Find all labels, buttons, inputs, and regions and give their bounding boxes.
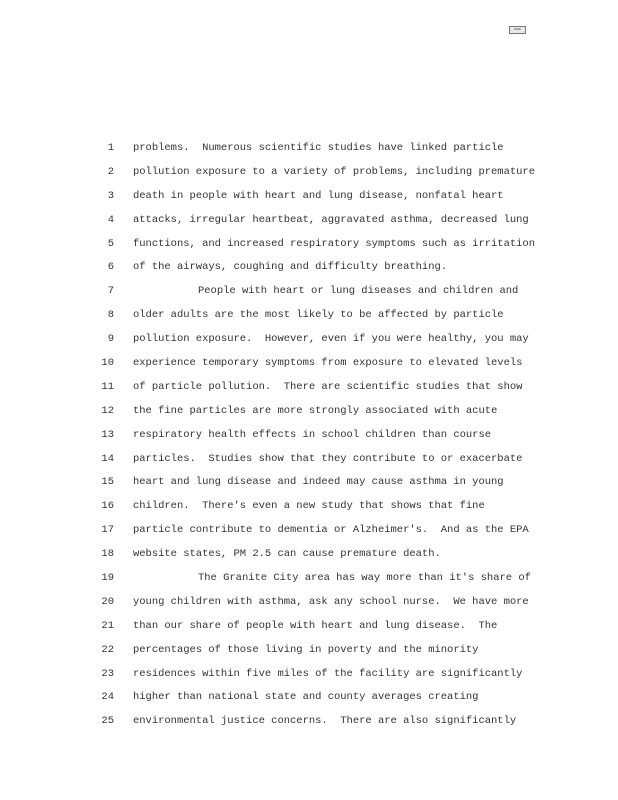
transcript-line bbox=[0, 616, 618, 640]
line-number: 3 bbox=[107, 189, 114, 202]
transcript-line bbox=[0, 449, 618, 473]
transcript-line bbox=[0, 401, 618, 425]
line-text: than our share of people with heart and lung disease. The bbox=[133, 619, 498, 632]
transcript-line bbox=[0, 377, 618, 401]
line-text: the fine particles are more strongly associated with acute bbox=[133, 404, 498, 417]
line-text: respiratory health effects in school children than course bbox=[133, 428, 492, 441]
line-text: of particle pollution. There are scientific studies that show bbox=[133, 380, 523, 393]
transcript-line bbox=[0, 520, 618, 544]
transcript-line bbox=[0, 496, 618, 520]
transcript-line bbox=[0, 234, 618, 258]
line-number: 5 bbox=[107, 237, 114, 250]
line-text: People with heart or lung diseases and children and bbox=[198, 285, 519, 298]
line-number: 9 bbox=[107, 333, 114, 346]
line-number: 13 bbox=[101, 428, 114, 441]
line-number: 10 bbox=[101, 357, 114, 370]
line-number: 19 bbox=[101, 572, 114, 585]
line-number: 18 bbox=[101, 548, 114, 561]
transcript-line bbox=[0, 687, 618, 711]
line-text: experience temporary symptoms from exposure to elevated levels bbox=[133, 357, 523, 370]
line-number: 24 bbox=[101, 691, 114, 704]
line-number: 22 bbox=[101, 643, 114, 656]
transcript-line bbox=[0, 210, 618, 234]
line-number: 17 bbox=[101, 524, 114, 537]
line-number: 16 bbox=[101, 500, 114, 513]
line-text: particle contribute to dementia or Alzheimer's. And as the EPA bbox=[133, 524, 529, 537]
line-text: higher than national state and county averages creating bbox=[133, 691, 479, 704]
line-text: particles. Studies show that they contribute to or exacerbate bbox=[133, 452, 523, 465]
line-number: 11 bbox=[101, 380, 114, 393]
line-text: problems. Numerous scientific studies have linked particle bbox=[133, 142, 504, 154]
line-number: 7 bbox=[107, 285, 114, 298]
line-text: heart and lung disease and indeed may cause asthma in young bbox=[133, 476, 504, 489]
transcript-line bbox=[0, 592, 618, 616]
line-number: 20 bbox=[101, 595, 114, 608]
line-number: 8 bbox=[107, 309, 114, 322]
transcript-line bbox=[0, 329, 618, 353]
line-number: 23 bbox=[101, 667, 114, 680]
transcript-body bbox=[0, 138, 618, 735]
line-number: 12 bbox=[101, 404, 114, 417]
line-text: young children with asthma, ask any school nurse. We have more bbox=[133, 595, 529, 608]
line-text: pollution exposure. However, even if you were healthy, you may bbox=[133, 333, 529, 346]
page-stamp: PAGE bbox=[509, 26, 526, 34]
line-number: 2 bbox=[107, 165, 114, 178]
line-text: of the airways, coughing and difficulty breathing. bbox=[133, 261, 448, 274]
transcript-line bbox=[0, 162, 618, 186]
line-number: 25 bbox=[101, 715, 114, 728]
line-text: children. There's even a new study that shows that fine bbox=[133, 500, 485, 513]
line-number: 4 bbox=[107, 213, 114, 226]
transcript-line bbox=[0, 138, 618, 162]
line-text: pollution exposure to a variety of problems, including premature bbox=[133, 165, 535, 178]
transcript-line bbox=[0, 186, 618, 210]
line-number: 1 bbox=[107, 142, 114, 154]
transcript-line bbox=[0, 353, 618, 377]
transcript-line bbox=[0, 425, 618, 449]
line-number: 14 bbox=[101, 452, 114, 465]
line-text: website states, PM 2.5 can cause premature death. bbox=[133, 548, 441, 561]
transcript-line bbox=[0, 568, 618, 592]
transcript-line bbox=[0, 257, 618, 281]
line-text: environmental justice concerns. There are also significantly bbox=[133, 715, 517, 728]
transcript-line bbox=[0, 544, 618, 568]
transcript-line bbox=[0, 305, 618, 329]
line-text: death in people with heart and lung disease, nonfatal heart bbox=[133, 189, 504, 202]
line-text: attacks, irregular heartbeat, aggravated asthma, decreased lung bbox=[133, 213, 529, 226]
line-number: 21 bbox=[101, 619, 114, 632]
line-text: functions, and increased respiratory symptoms such as irritation bbox=[133, 237, 535, 250]
line-number: 15 bbox=[101, 476, 114, 489]
line-number: 6 bbox=[107, 261, 114, 274]
transcript-line bbox=[0, 640, 618, 664]
transcript-line bbox=[0, 281, 618, 305]
line-text: The Granite City area has way more than it's share of bbox=[198, 572, 531, 585]
line-text: percentages of those living in poverty and the minority bbox=[133, 643, 479, 656]
transcript-line bbox=[0, 711, 618, 735]
line-text: residences within five miles of the facility are significantly bbox=[133, 667, 523, 680]
transcript-line bbox=[0, 472, 618, 496]
line-text: older adults are the most likely to be affected by particle bbox=[133, 309, 504, 322]
transcript-line bbox=[0, 664, 618, 688]
